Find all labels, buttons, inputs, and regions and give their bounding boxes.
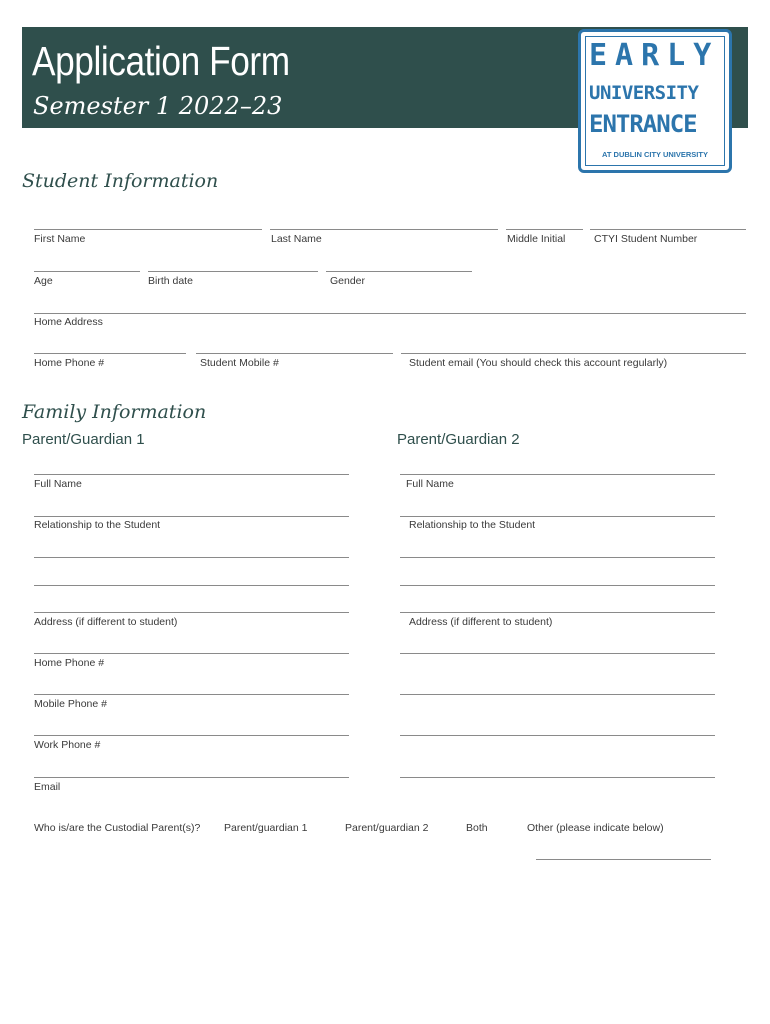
age-field[interactable] bbox=[34, 271, 140, 272]
middle-initial-label: Middle Initial bbox=[507, 233, 566, 245]
custodial-other-field[interactable] bbox=[536, 859, 711, 860]
pg2-address-label: Address (if different to student) bbox=[409, 616, 553, 628]
pg1-full-name-field[interactable] bbox=[34, 474, 349, 475]
student-info-heading: Student Information bbox=[22, 170, 219, 192]
parent-guardian-1-heading: Parent/Guardian 1 bbox=[22, 431, 145, 448]
logo-line-1: EARLY bbox=[589, 38, 720, 73]
logo-line-3: ENTRANCE bbox=[589, 110, 697, 138]
pg1-email-label: Email bbox=[34, 781, 61, 793]
age-label: Age bbox=[34, 275, 53, 287]
home-address-field[interactable] bbox=[34, 313, 746, 314]
custodial-option-both[interactable]: Both bbox=[466, 822, 488, 834]
pg2-work-phone-field[interactable] bbox=[400, 735, 715, 736]
custodial-option-other[interactable]: Other (please indicate below) bbox=[527, 822, 664, 834]
pg2-email-field[interactable] bbox=[400, 777, 715, 778]
pg1-relationship-label: Relationship to the Student bbox=[34, 519, 161, 531]
logo-line-2: UNIVERSITY bbox=[589, 82, 699, 104]
student-home-phone-field[interactable] bbox=[34, 353, 186, 354]
pg2-address-line-2[interactable] bbox=[400, 585, 715, 586]
home-address-label: Home Address bbox=[34, 316, 103, 328]
pg2-address-line-1[interactable] bbox=[400, 557, 715, 558]
parent-guardian-2-heading: Parent/Guardian 2 bbox=[397, 431, 520, 448]
student-mobile-label: Student Mobile # bbox=[200, 357, 279, 369]
pg1-mobile-phone-label: Mobile Phone # bbox=[34, 698, 107, 710]
pg2-relationship-label: Relationship to the Student bbox=[409, 519, 536, 531]
pg2-full-name-label: Full Name bbox=[406, 478, 454, 490]
early-university-entrance-logo bbox=[578, 29, 732, 173]
ctyi-number-label: CTYI Student Number bbox=[594, 233, 698, 245]
family-info-heading: Family Information bbox=[22, 401, 207, 423]
logo-tagline: AT DUBLIN CITY UNIVERSITY bbox=[602, 150, 708, 159]
first-name-label: First Name bbox=[34, 233, 86, 245]
ctyi-number-field[interactable] bbox=[590, 229, 746, 230]
middle-initial-field[interactable] bbox=[506, 229, 583, 230]
pg1-address-line-3[interactable] bbox=[34, 612, 349, 613]
last-name-label: Last Name bbox=[271, 233, 322, 245]
pg1-address-line-2[interactable] bbox=[34, 585, 349, 586]
student-email-label: Student email (You should check this account regularly) bbox=[409, 357, 668, 369]
pg2-address-line-3[interactable] bbox=[400, 612, 715, 613]
student-email-field[interactable] bbox=[401, 353, 746, 354]
pg1-relationship-field[interactable] bbox=[34, 516, 349, 517]
custodial-option-parent-2[interactable]: Parent/guardian 2 bbox=[345, 822, 429, 834]
form-title: Application Form bbox=[32, 38, 290, 84]
pg2-mobile-phone-field[interactable] bbox=[400, 694, 715, 695]
pg1-home-phone-field[interactable] bbox=[34, 653, 349, 654]
gender-label: Gender bbox=[330, 275, 366, 287]
pg2-full-name-field[interactable] bbox=[400, 474, 715, 475]
pg1-full-name-label: Full Name bbox=[34, 478, 82, 490]
last-name-field[interactable] bbox=[270, 229, 498, 230]
student-mobile-field[interactable] bbox=[196, 353, 393, 354]
pg2-home-phone-field[interactable] bbox=[400, 653, 715, 654]
custodial-question-label: Who is/are the Custodial Parent(s)? bbox=[34, 822, 201, 834]
pg1-address-line-1[interactable] bbox=[34, 557, 349, 558]
custodial-option-parent-1[interactable]: Parent/guardian 1 bbox=[224, 822, 308, 834]
pg2-relationship-field[interactable] bbox=[400, 516, 715, 517]
pg1-email-field[interactable] bbox=[34, 777, 349, 778]
pg1-mobile-phone-field[interactable] bbox=[34, 694, 349, 695]
first-name-field[interactable] bbox=[34, 229, 262, 230]
gender-field[interactable] bbox=[326, 271, 472, 272]
pg1-work-phone-field[interactable] bbox=[34, 735, 349, 736]
form-subtitle: Semester 1 2022–23 bbox=[33, 92, 283, 120]
student-home-phone-label: Home Phone # bbox=[34, 357, 105, 369]
pg1-home-phone-label: Home Phone # bbox=[34, 657, 105, 669]
birth-date-field[interactable] bbox=[148, 271, 318, 272]
pg1-work-phone-label: Work Phone # bbox=[34, 739, 101, 751]
pg1-address-label: Address (if different to student) bbox=[34, 616, 178, 628]
birth-date-label: Birth date bbox=[148, 275, 193, 287]
